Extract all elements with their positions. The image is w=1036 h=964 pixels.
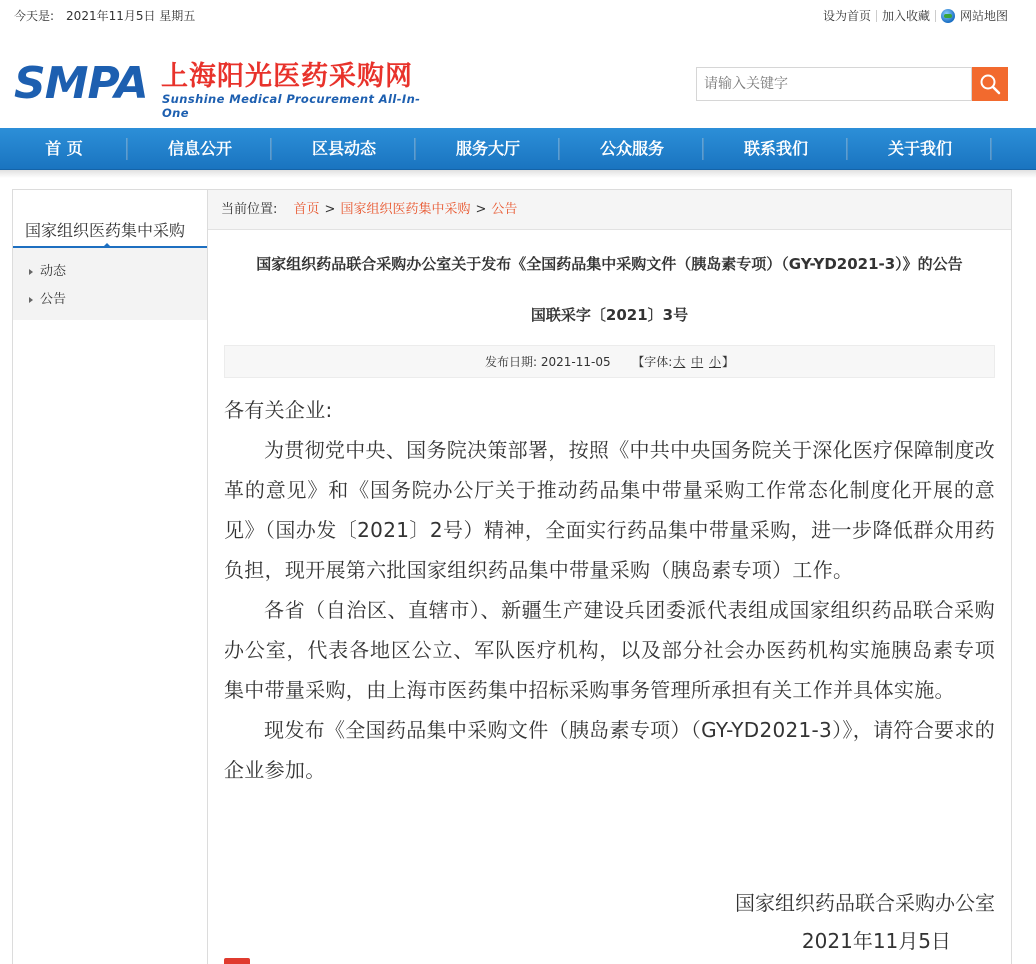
search-icon xyxy=(978,72,1002,96)
breadcrumb-label: 当前位置: xyxy=(221,202,278,217)
signature-org: 国家组织药品联合采购办公室 xyxy=(735,891,995,915)
attachment-icon[interactable] xyxy=(224,958,250,964)
sidebar xyxy=(13,203,207,320)
font-size-close: 】 xyxy=(722,355,735,369)
document-number: 国联采字〔2021〕3号 xyxy=(530,306,689,324)
publish-date-label: 发布日期: xyxy=(484,355,538,369)
site-logo[interactable] xyxy=(14,58,434,120)
sidebar-title xyxy=(13,203,207,248)
signature-date: 2021年11月5日 xyxy=(801,929,951,953)
logo-cn-name: 上海阳光医药采购网 xyxy=(161,61,413,92)
sitemap-link[interactable]: 网站地图 xyxy=(959,9,1008,23)
signature-block xyxy=(224,884,995,960)
nav-home[interactable]: 首 页 xyxy=(0,128,128,170)
search-input[interactable] xyxy=(696,67,972,101)
article-meta xyxy=(224,345,995,378)
sidebar-item-news[interactable]: 动态 xyxy=(13,258,207,286)
font-size-small[interactable]: 小 xyxy=(708,355,721,369)
date-value: 2021年11月5日 星期五 xyxy=(66,9,196,23)
article-paragraph: 为贯彻党中央、国务院决策部署，按照《中共中央国务院关于深化医疗保障制度改革的意见》和《国务院办公厅关于推动药品集中带量采购工作常态化制度化开展的意见》（国办发〔2021〕2号）精神，全面实行药品集中带量采购，进一步降低群众用药负担，现开展第六批国家组织药品集中带量采购（胰岛素专项）工作。 xyxy=(224,438,995,582)
divider xyxy=(935,10,936,22)
divider xyxy=(876,10,877,22)
article-paragraph: 现发布《全国药品集中采购文件（胰岛素专项）（GY-YD2021-3）》，请符合要求的企业参加。 xyxy=(224,718,995,782)
breadcrumb xyxy=(208,190,1011,230)
breadcrumb-separator: > xyxy=(475,202,487,217)
current-date xyxy=(14,7,195,24)
breadcrumb-current[interactable]: 公告 xyxy=(491,202,518,217)
search-button[interactable] xyxy=(972,67,1008,101)
nav-contact-us[interactable]: 联系我们 xyxy=(704,128,848,170)
breadcrumb-category[interactable]: 国家组织医药集中采购 xyxy=(340,202,471,217)
font-size-label: 【字体: xyxy=(632,355,673,369)
globe-icon xyxy=(941,9,955,23)
publish-date: 2021-11-05 xyxy=(540,355,611,369)
nav-shadow xyxy=(0,170,1036,178)
font-size-medium[interactable]: 中 xyxy=(691,355,704,369)
set-homepage-link[interactable]: 设为首页 xyxy=(822,9,871,23)
nav-about-us[interactable]: 关于我们 xyxy=(848,128,992,170)
article-body xyxy=(224,390,995,790)
article-paragraph: 各省（自治区、直辖市）、新疆生产建设兵团委派代表组成国家组织药品联合采购办公室，代表各地区公立、军队医疗机构，以及部分社会办医药机构实施胰岛素专项集中带量采购，由上海市医药集中招标采购事务管理所承担有关工作并具体实施。 xyxy=(224,598,995,702)
nav-public-service[interactable]: 公众服务 xyxy=(560,128,704,170)
main-nav xyxy=(0,128,1036,170)
logo-en-name: Sunshine Medical Procurement All-In-One xyxy=(162,92,421,120)
nav-info-disclosure[interactable]: 信息公开 xyxy=(128,128,272,170)
search-box xyxy=(696,67,1008,101)
nav-service-hall[interactable]: 服务大厅 xyxy=(416,128,560,170)
top-bar xyxy=(0,0,1036,28)
logo-abbr: SMPA xyxy=(14,58,148,109)
article-title: 国家组织药品联合采购办公室关于发布《全国药品集中采购文件（胰岛素专项）（GY-YD2021-3）》的公告 xyxy=(256,255,963,273)
sidebar-item-announcement[interactable]: 公告 xyxy=(13,286,207,314)
sidebar-title-text: 国家组织医药集中采购 xyxy=(25,221,186,240)
add-favorite-link[interactable]: 加入收藏 xyxy=(881,9,930,23)
font-size-large[interactable]: 大 xyxy=(673,355,686,369)
date-label: 今天是: xyxy=(14,9,55,23)
breadcrumb-home[interactable]: 首页 xyxy=(293,202,320,217)
nav-district-news[interactable]: 区县动态 xyxy=(272,128,416,170)
top-links xyxy=(823,7,1008,24)
salutation: 各有关企业: xyxy=(224,398,333,422)
header xyxy=(0,28,1036,128)
breadcrumb-separator: > xyxy=(324,202,336,217)
sidebar-title-pointer xyxy=(103,243,111,247)
sidebar-list xyxy=(13,248,207,320)
